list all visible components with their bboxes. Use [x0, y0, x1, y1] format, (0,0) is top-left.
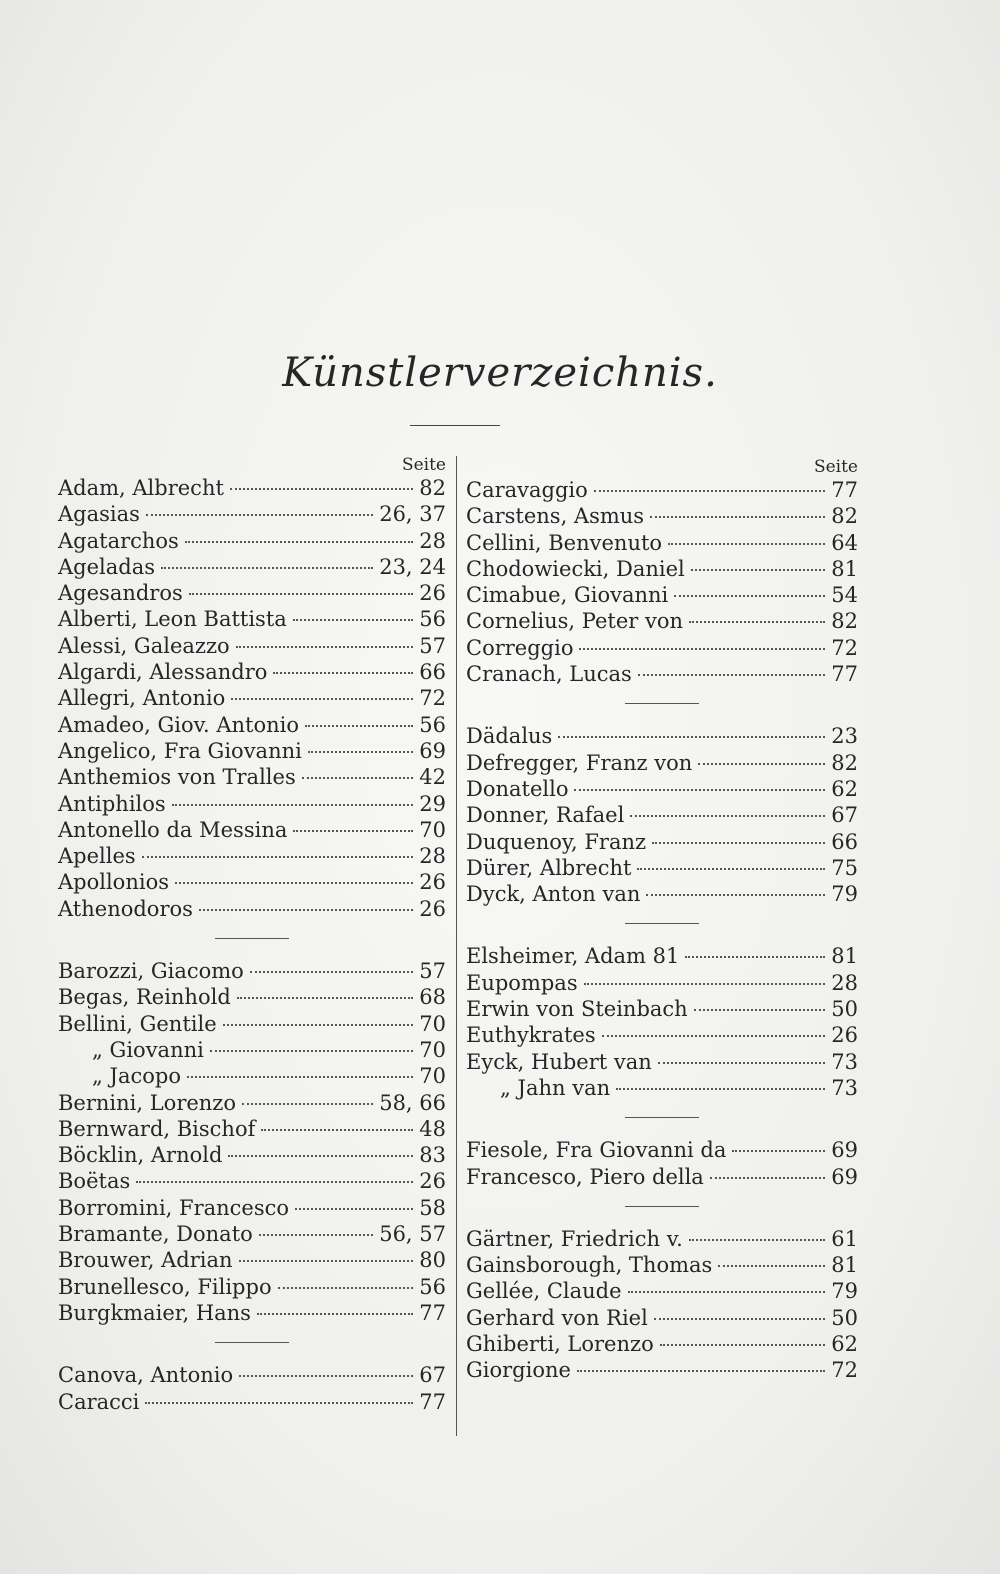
- index-entry: [58, 1090, 446, 1116]
- entry-name: Alberti, Leon Battista: [58, 607, 287, 632]
- index-entry: [58, 554, 446, 580]
- entry-name: Ageladas: [58, 554, 156, 579]
- entry-page-number: 73: [831, 1049, 858, 1074]
- section-separator: [58, 1326, 446, 1362]
- entry-name: Erwin von Steinbach: [466, 997, 688, 1022]
- entry-name: Angelico, Fra Giovanni: [58, 738, 302, 763]
- index-entry: [466, 556, 858, 582]
- entry-name: „ Giovanni: [92, 1037, 204, 1062]
- entry-name: Apelles: [58, 844, 136, 869]
- entry-name: „ Jahn van: [500, 1075, 611, 1100]
- entry-name: Brunellesco, Filippo: [58, 1274, 272, 1299]
- leader-dots: [305, 725, 413, 727]
- index-entry: [466, 750, 858, 776]
- index-entry: [58, 1063, 446, 1089]
- entry-page-number: 69: [831, 1138, 858, 1163]
- entry-page-number: 29: [419, 791, 446, 816]
- entry-name: Cimabue, Giovanni: [466, 583, 669, 608]
- index-entry: [466, 1049, 858, 1075]
- entry-name: Chodowiecki, Daniel: [466, 556, 685, 581]
- index-entry: [58, 475, 446, 501]
- entry-page-number: 26: [831, 1023, 858, 1048]
- entry-name: Francesco, Piero della: [466, 1164, 704, 1189]
- entry-page-number: 70: [419, 1064, 446, 1089]
- index-entry: [58, 869, 446, 895]
- index-entry: [466, 477, 858, 503]
- entry-name: Agatarchos: [58, 528, 179, 553]
- index-entry: [58, 958, 446, 984]
- leader-dots: [689, 1239, 825, 1241]
- entry-name: Caravaggio: [466, 478, 588, 502]
- index-entry: [466, 1022, 858, 1048]
- leader-dots: [146, 514, 373, 516]
- entry-page-number: 58: [419, 1195, 446, 1220]
- leader-dots: [660, 1344, 826, 1346]
- leader-dots: [602, 1035, 826, 1037]
- index-entry: [58, 685, 446, 711]
- entry-page-number: 54: [831, 583, 858, 608]
- index-entry: [466, 1226, 858, 1252]
- entry-page-number: 75: [831, 855, 858, 880]
- entry-page-number: 82: [831, 750, 858, 775]
- leader-dots: [250, 971, 413, 973]
- entry-name: Allegri, Antonio: [58, 686, 226, 711]
- entry-page-number: 70: [419, 1011, 446, 1036]
- index-entry: [466, 970, 858, 996]
- entry-page-number: 66: [419, 660, 446, 685]
- index-entry: [58, 843, 446, 869]
- leader-dots: [658, 1062, 825, 1064]
- index-entry: [58, 791, 446, 817]
- entry-page-number: 81: [831, 556, 858, 581]
- index-entry: [466, 1305, 858, 1331]
- leader-dots: [689, 621, 825, 623]
- leader-dots: [142, 856, 414, 858]
- entry-name: Dyck, Anton van: [466, 882, 641, 907]
- entry-page-number: 81: [831, 1253, 858, 1278]
- entry-name: Donner, Rafael: [466, 803, 625, 828]
- entry-name: Borromini, Francesco: [58, 1195, 290, 1220]
- entry-name: Anthemios von Tralles: [58, 765, 296, 790]
- column-divider: [456, 456, 457, 1436]
- entry-page-number: 26: [419, 581, 446, 606]
- index-entry: [466, 881, 858, 907]
- section-separator: [58, 922, 446, 958]
- index-entry: [466, 661, 858, 687]
- entry-page-number: 50: [831, 1305, 858, 1330]
- entry-page-number: 56: [419, 607, 446, 632]
- section-separator: [466, 1101, 858, 1137]
- entry-page-number: 72: [831, 1358, 858, 1383]
- index-entry: [58, 528, 446, 554]
- entry-page-number: 23, 24: [379, 554, 446, 579]
- entry-page-number: 42: [419, 765, 446, 790]
- index-entry: [58, 712, 446, 738]
- entry-page-number: 79: [831, 882, 858, 907]
- leader-dots: [594, 490, 825, 492]
- entry-name: Alessi, Galeazzo: [58, 633, 230, 658]
- entry-name: Canova, Antonio: [58, 1363, 234, 1388]
- index-entry: [466, 829, 858, 855]
- entry-page-number: 82: [419, 476, 446, 500]
- entry-page-number: 57: [419, 633, 446, 658]
- index-entry: [466, 943, 858, 969]
- leader-dots: [257, 1313, 413, 1315]
- leader-dots: [579, 648, 825, 650]
- entry-name: Carstens, Asmus: [466, 504, 645, 529]
- entry-page-number: 64: [831, 530, 858, 555]
- index-entry: [58, 659, 446, 685]
- entry-page-number: 57: [419, 959, 446, 984]
- entry-page-number: 82: [831, 609, 858, 634]
- entry-name: Giorgione: [466, 1358, 571, 1383]
- leader-dots: [189, 593, 414, 595]
- index-entry: [58, 606, 446, 632]
- index-entry: [58, 817, 446, 843]
- index-entry: [466, 723, 858, 749]
- index-entry: [58, 1389, 446, 1415]
- entry-name: Algardi, Alessandro: [58, 660, 268, 685]
- entry-name: Agasias: [58, 502, 140, 527]
- entry-name: Correggio: [466, 635, 574, 660]
- leader-dots: [199, 909, 413, 911]
- leader-dots: [231, 698, 413, 700]
- index-entry: [466, 855, 858, 881]
- index-entry: [58, 1011, 446, 1037]
- entry-name: Barozzi, Giacomo: [58, 959, 244, 984]
- entry-name: Apollonios: [58, 870, 169, 895]
- index-entry: [58, 764, 446, 790]
- leader-dots: [558, 736, 825, 738]
- index-entry: [466, 608, 858, 634]
- leader-dots: [223, 1024, 414, 1026]
- index-column-left: [58, 455, 446, 1415]
- entry-page-number: 28: [419, 528, 446, 553]
- entry-page-number: 58, 66: [379, 1090, 446, 1115]
- index-entry: [58, 1116, 446, 1142]
- entry-page-number: 77: [419, 1300, 446, 1325]
- entry-page-number: 56, 57: [379, 1222, 446, 1247]
- index-entry: [58, 896, 446, 922]
- entry-name: Adam, Albrecht: [58, 476, 224, 500]
- entry-page-number: 62: [831, 1332, 858, 1357]
- entry-page-number: 56: [419, 712, 446, 737]
- index-entry: [466, 503, 858, 529]
- entry-name: Bramante, Donato: [58, 1222, 253, 1247]
- entry-page-number: 82: [831, 504, 858, 529]
- entry-page-number: 72: [831, 635, 858, 660]
- leader-dots: [674, 595, 825, 597]
- section-separator: [466, 907, 858, 943]
- index-entry: [58, 738, 446, 764]
- entry-page-number: 26: [419, 896, 446, 921]
- leader-dots: [574, 789, 825, 791]
- leader-dots: [161, 567, 373, 569]
- seite-header-left: Seite: [401, 455, 446, 475]
- index-entry: [58, 1221, 446, 1247]
- index-entry: [466, 1357, 858, 1383]
- leader-dots: [685, 956, 825, 958]
- entry-page-number: 70: [419, 1037, 446, 1062]
- entry-name: Gellée, Claude: [466, 1279, 622, 1304]
- entry-name: Cellini, Benvenuto: [466, 530, 663, 555]
- leader-dots: [650, 516, 825, 518]
- entry-name: Agesandros: [58, 581, 183, 606]
- entry-name: Dürer, Albrecht: [466, 855, 632, 880]
- index-entry: [466, 1331, 858, 1357]
- leader-dots: [302, 777, 414, 779]
- entry-name: Gärtner, Friedrich v.: [466, 1226, 683, 1251]
- entry-page-number: 66: [831, 829, 858, 854]
- index-entry: [58, 1247, 446, 1273]
- leader-dots: [239, 1375, 413, 1377]
- leader-dots: [646, 894, 825, 896]
- entry-name: Boëtas: [58, 1169, 131, 1194]
- index-entry: [58, 1195, 446, 1221]
- index-entry: [466, 996, 858, 1022]
- leader-dots: [732, 1150, 825, 1152]
- leader-dots: [175, 882, 413, 884]
- leader-dots: [237, 997, 414, 999]
- leader-dots: [242, 1103, 373, 1105]
- leader-dots: [187, 1076, 413, 1078]
- entry-page-number: 69: [831, 1164, 858, 1189]
- entry-page-number: 68: [419, 985, 446, 1010]
- index-entry: [58, 501, 446, 527]
- index-entry: [58, 1300, 446, 1326]
- entry-name: Gainsborough, Thomas: [466, 1253, 713, 1278]
- entry-page-number: 62: [831, 776, 858, 801]
- leader-dots: [577, 1370, 825, 1372]
- leader-dots: [273, 672, 413, 674]
- leader-dots: [630, 815, 825, 817]
- entry-name: Bernward, Bischof: [58, 1116, 256, 1141]
- entry-page-number: 69: [419, 738, 446, 763]
- index-entry: [466, 1137, 858, 1163]
- page-title: Künstlerverzeichnis.: [282, 350, 718, 396]
- leader-dots: [616, 1088, 825, 1090]
- entry-name: Duquenoy, Franz: [466, 829, 647, 854]
- leader-dots: [239, 1260, 414, 1262]
- section-separator: [466, 687, 858, 723]
- index-entry: [466, 1278, 858, 1304]
- entry-name: „ Jacopo: [92, 1064, 181, 1089]
- leader-dots: [210, 1050, 413, 1052]
- entry-page-number: 79: [831, 1279, 858, 1304]
- leader-dots: [259, 1234, 373, 1236]
- entry-name: Ghiberti, Lorenzo: [466, 1332, 654, 1357]
- entry-page-number: 28: [831, 970, 858, 995]
- entry-name: Defregger, Franz von: [466, 750, 693, 775]
- entry-page-number: 28: [419, 844, 446, 869]
- entry-name: Gerhard von Riel: [466, 1305, 648, 1330]
- leader-dots: [185, 541, 413, 543]
- leader-dots: [261, 1129, 413, 1131]
- entry-name: Bernini, Lorenzo: [58, 1090, 237, 1115]
- entry-name: Eyck, Hubert van: [466, 1049, 652, 1074]
- leader-dots: [691, 569, 826, 571]
- entry-page-number: 80: [419, 1248, 446, 1273]
- leader-dots: [652, 842, 825, 844]
- entry-page-number: 56: [419, 1274, 446, 1299]
- entry-name: Fiesole, Fra Giovanni da: [466, 1138, 727, 1163]
- leader-dots: [230, 488, 413, 490]
- leader-dots: [694, 1009, 826, 1011]
- entry-page-number: 67: [831, 803, 858, 828]
- index-entry: [466, 582, 858, 608]
- entry-page-number: 81: [831, 944, 858, 969]
- entry-page-number: 70: [419, 817, 446, 842]
- section-separator: [466, 1190, 858, 1226]
- entry-name: Antonello da Messina: [58, 817, 288, 842]
- index-entry: [466, 1164, 858, 1190]
- index-entry: [58, 1274, 446, 1300]
- leader-dots: [136, 1181, 413, 1183]
- entry-name: Elsheimer, Adam 81: [466, 944, 680, 969]
- leader-dots: [638, 674, 825, 676]
- entry-page-number: 83: [419, 1143, 446, 1168]
- index-entry: [58, 1037, 446, 1063]
- leader-dots: [654, 1318, 825, 1320]
- entry-name: Antiphilos: [58, 791, 166, 816]
- entry-page-number: 26: [419, 870, 446, 895]
- leader-dots: [293, 619, 413, 621]
- entry-name: Brouwer, Adrian: [58, 1248, 233, 1273]
- entry-page-number: 67: [419, 1363, 446, 1388]
- leader-dots: [710, 1177, 825, 1179]
- index-column-right: [466, 455, 858, 1384]
- leader-dots: [228, 1155, 413, 1157]
- entry-list-left: [58, 475, 446, 1415]
- entry-name: Dädalus: [466, 724, 553, 749]
- index-entry: [58, 1362, 446, 1388]
- entry-name: Amadeo, Giov. Antonio: [58, 712, 299, 737]
- entry-page-number: 77: [419, 1389, 446, 1414]
- index-entry: [58, 1168, 446, 1194]
- entry-name: Cornelius, Peter von: [466, 609, 684, 634]
- seite-header-right: Seite: [813, 457, 858, 477]
- entry-page-number: 73: [831, 1075, 858, 1100]
- leader-dots: [295, 1208, 413, 1210]
- entry-page-number: 72: [419, 686, 446, 711]
- index-entry: [466, 1252, 858, 1278]
- leader-dots: [668, 543, 825, 545]
- entry-name: Caracci: [58, 1389, 140, 1414]
- leader-dots: [236, 646, 414, 648]
- index-entry: [58, 633, 446, 659]
- entry-name: Euthykrates: [466, 1023, 596, 1048]
- leader-dots: [628, 1291, 826, 1293]
- index-entry: [466, 635, 858, 661]
- leader-dots: [293, 830, 413, 832]
- entry-list-right: [466, 477, 858, 1384]
- index-entry: [58, 1142, 446, 1168]
- entry-name: Bellini, Gentile: [58, 1011, 217, 1036]
- entry-name: Athenodoros: [58, 896, 193, 921]
- entry-name: Begas, Reinhold: [58, 985, 231, 1010]
- entry-name: Eupompas: [466, 970, 578, 995]
- index-entry: [466, 1075, 858, 1101]
- entry-name: Cranach, Lucas: [466, 662, 632, 687]
- leader-dots: [308, 751, 413, 753]
- leader-dots: [278, 1287, 414, 1289]
- leader-dots: [584, 983, 826, 985]
- leader-dots: [718, 1265, 825, 1267]
- entry-page-number: 77: [831, 478, 858, 502]
- index-entry: [466, 530, 858, 556]
- entry-name: Böcklin, Arnold: [58, 1143, 223, 1168]
- index-entry: [466, 776, 858, 802]
- entry-page-number: 61: [831, 1226, 858, 1251]
- entry-page-number: 50: [831, 997, 858, 1022]
- entry-page-number: 23: [831, 724, 858, 749]
- leader-dots: [637, 868, 825, 870]
- leader-dots: [172, 804, 414, 806]
- entry-page-number: 26, 37: [379, 502, 446, 527]
- index-entry: [58, 580, 446, 606]
- entry-page-number: 26: [419, 1169, 446, 1194]
- leader-dots: [698, 763, 825, 765]
- leader-dots: [145, 1402, 413, 1404]
- index-entry: [58, 984, 446, 1010]
- entry-page-number: 77: [831, 662, 858, 687]
- title-rule: [410, 425, 500, 426]
- index-entry: [466, 802, 858, 828]
- entry-page-number: 48: [419, 1116, 446, 1141]
- entry-name: Donatello: [466, 776, 569, 801]
- entry-name: Burgkmaier, Hans: [58, 1300, 251, 1325]
